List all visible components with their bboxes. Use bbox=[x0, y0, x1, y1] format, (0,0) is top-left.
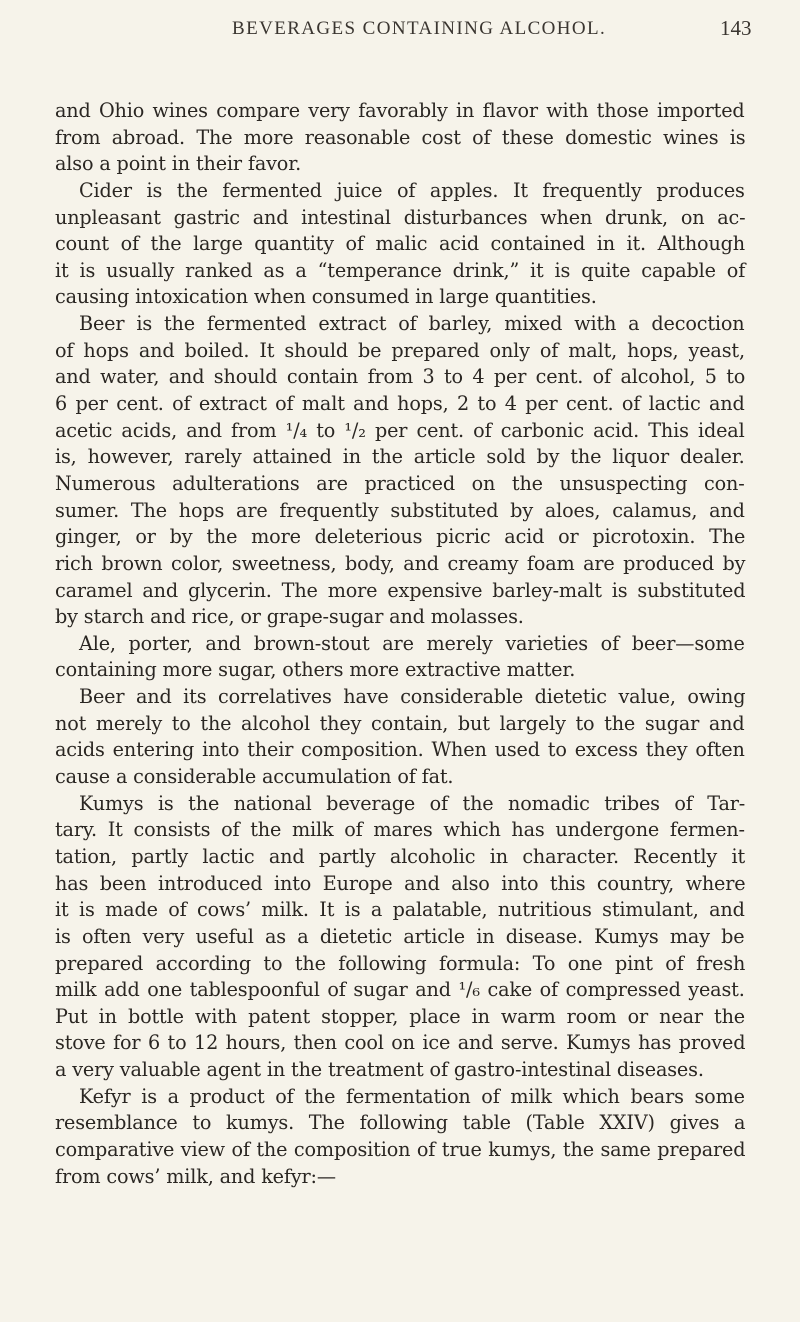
text-line: caramel and glycerin. The more expensive barley-malt is substituted bbox=[55, 578, 746, 602]
text-line: resemblance to kumys. The following table (Table XXIV) gives a bbox=[55, 1111, 746, 1135]
running-head bbox=[0, 14, 800, 44]
text-line: is often very useful as a dietetic article in disease. Kumys may be bbox=[55, 924, 745, 948]
text-line: tary. It consists of the milk of mares which has undergone fermen- bbox=[55, 818, 745, 842]
text-line: acids entering into their composition. When used to excess they often bbox=[55, 738, 745, 762]
text-line: has been introduced into Europe and also into this country, where bbox=[55, 871, 746, 895]
page-number: 143 bbox=[720, 16, 752, 40]
text-line: acetic acids, and from ¹/₄ to ¹/₂ per cent. of carbonic acid. This ideal bbox=[55, 418, 745, 442]
body-text bbox=[55, 98, 745, 1190]
text-line: Cider is the fermented juice of apples. It frequently produces bbox=[79, 178, 745, 202]
text-line: by starch and rice, or grape-sugar and molasses. bbox=[55, 605, 524, 629]
text-line: comparative view of the composition of true kumys, the same prepared bbox=[55, 1137, 746, 1161]
text-line: and Ohio wines compare very favorably in flavor with those imported bbox=[55, 99, 745, 122]
text-line: stove for 6 to 12 hours, then cool on ice and serve. Kumys has proved bbox=[55, 1031, 746, 1055]
text-line: it is made of cows’ milk. It is a palatable, nutritious stimulant, and bbox=[55, 898, 745, 922]
text-line: also a point in their favor. bbox=[55, 152, 302, 176]
text-line: Beer and its correlatives have considerable dietetic value, owing bbox=[79, 685, 746, 709]
text-line: of hops and boiled. It should be prepared only of malt, hops, yeast, bbox=[55, 338, 745, 362]
text-line: milk add one tablespoonful of sugar and ¹/₆ cake of compressed yeast. bbox=[55, 978, 745, 1002]
text-line: a very valuable agent in the treatment of gastro-intestinal diseases. bbox=[55, 1058, 704, 1082]
text-line: causing intoxication when consumed in large quantities. bbox=[55, 285, 597, 309]
text-line: count of the large quantity of malic acid contained in it. Although bbox=[55, 232, 746, 256]
text-line: Put in bottle with patent stopper, place in warm room or near the bbox=[55, 1004, 746, 1028]
text-line: Numerous adulterations are practiced on the unsuspecting con- bbox=[55, 471, 745, 495]
text-line: cause a considerable accumulation of fat. bbox=[55, 765, 454, 789]
text-line: rich brown color, sweetness, body, and creamy foam are produced by bbox=[55, 551, 746, 575]
text-line: is, however, rarely attained in the article sold by the liquor dealer. bbox=[55, 445, 745, 469]
running-title: BEVERAGES CONTAINING ALCOHOL. bbox=[232, 18, 607, 39]
text-line: Kumys is the national beverage of the nomadic tribes of Tar- bbox=[79, 791, 746, 815]
text-line: 6 per cent. of extract of malt and hops, 2 to 4 per cent. of lactic and bbox=[55, 392, 745, 416]
text-line: from cows’ milk, and kefyr:— bbox=[55, 1164, 336, 1188]
text-line: tation, partly lactic and partly alcoholic in character. Recently it bbox=[55, 844, 746, 868]
text-line: Beer is the fermented extract of barley, mixed with a decoction bbox=[79, 312, 745, 336]
text-line: prepared according to the following formula: To one pint of fresh bbox=[55, 951, 746, 975]
text-line: not merely to the alcohol they contain, but largely to the sugar and bbox=[55, 711, 745, 735]
text-line: Kefyr is a product of the fermentation of milk which bears some bbox=[79, 1084, 745, 1108]
text-line: unpleasant gastric and intestinal disturbances when drunk, on ac- bbox=[55, 205, 746, 229]
text-line: it is usually ranked as a “temperance drink,” it is quite capable of bbox=[55, 258, 746, 282]
text-line: and water, and should contain from 3 to 4 per cent. of alcohol, 5 to bbox=[55, 365, 746, 389]
text-line: ginger, or by the more deleterious picric acid or picrotoxin. The bbox=[55, 525, 746, 549]
text-line: from abroad. The more reasonable cost of these domestic wines is bbox=[55, 125, 746, 149]
text-line: Ale, porter, and brown-stout are merely varieties of beer—some bbox=[79, 631, 745, 655]
text-line: containing more sugar, others more extractive matter. bbox=[55, 658, 576, 682]
text-line: sumer. The hops are frequently substituted by aloes, calamus, and bbox=[55, 498, 745, 522]
